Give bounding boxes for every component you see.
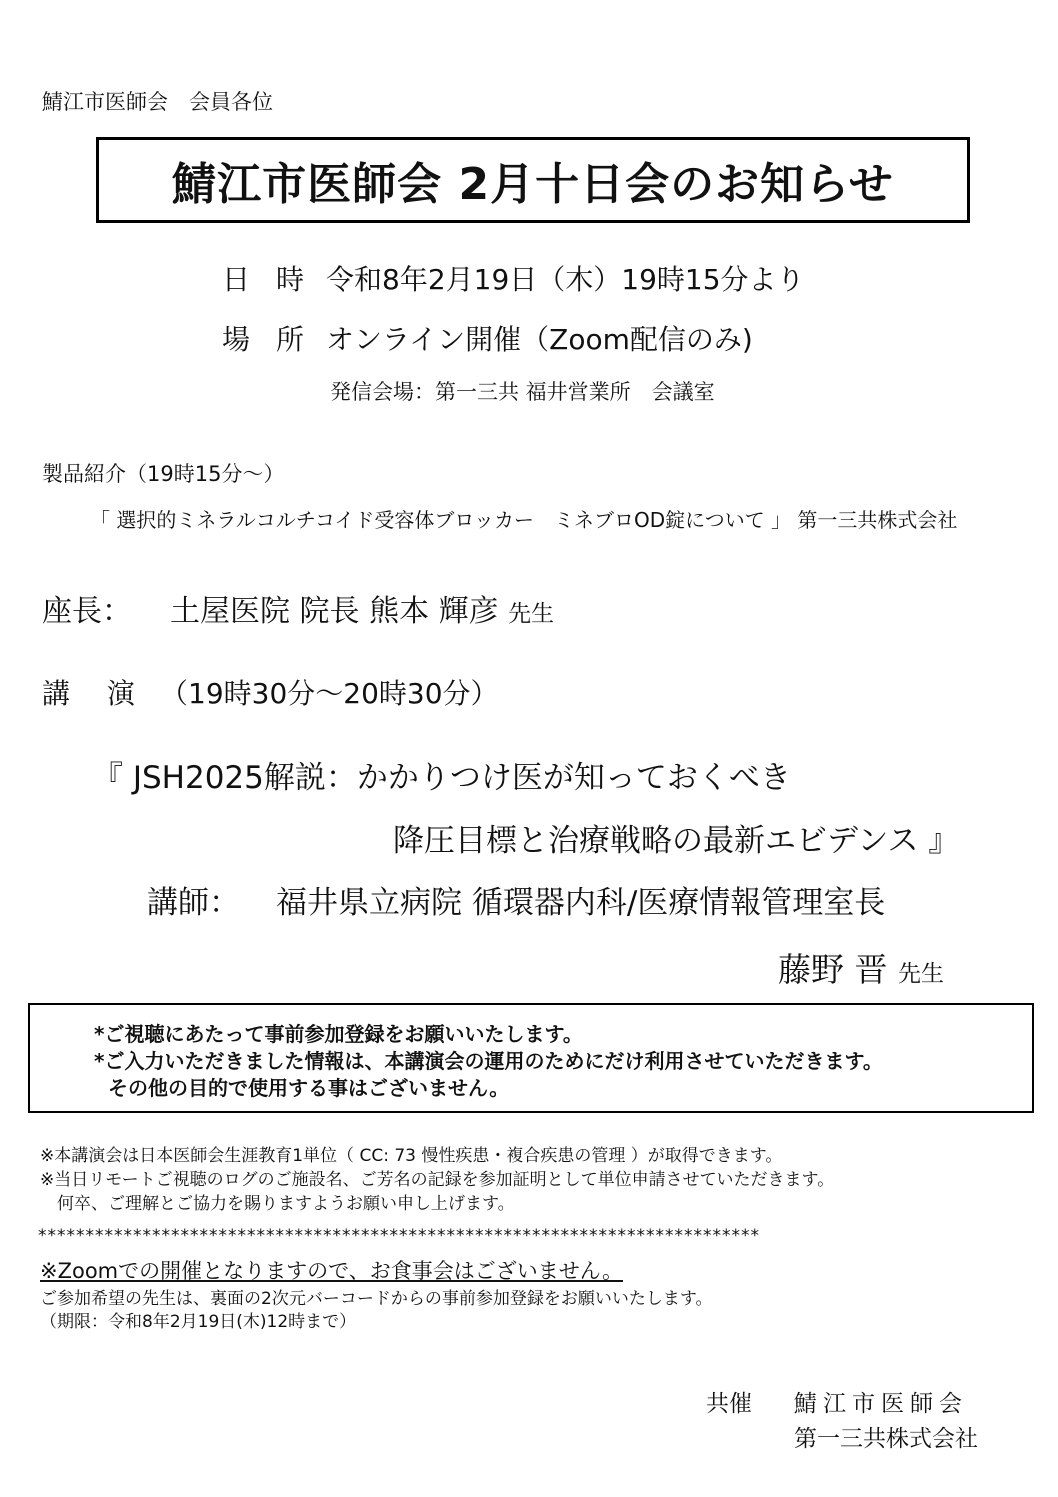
sponsors (706, 1387, 978, 1457)
sponsor-label: 共催 (706, 1391, 752, 1417)
datetime-label: 日時 (222, 263, 331, 296)
lecture-time: （19時30分～20時30分） (160, 677, 499, 710)
registration-note: *ご入力いただきました情報は、本講演会の運用のためにだけ利用させていただきます。 (94, 1049, 883, 1073)
sponsor-org-2: 第一三共株式会社 (794, 1426, 978, 1452)
chair-name: 土屋医院 院長 熊本 輝彦 (170, 594, 499, 629)
chair-row (42, 586, 554, 630)
speaker-name-row (778, 944, 944, 991)
lecture-row (42, 672, 499, 712)
sponsor-org-1: 鯖江市医師会 (794, 1391, 968, 1417)
registration-info (40, 1288, 712, 1334)
credit-note: 何卒、ご理解とご協力を賜りますようお願い申し上げます。 (40, 1194, 515, 1214)
chair-label: 座長： (42, 594, 132, 629)
place-label: 場所 (222, 323, 331, 356)
page-title: 鯖江市医師会 2月十日会のお知らせ (172, 159, 894, 210)
registration-note: その他の目的で使用する事はございません。 (108, 1076, 510, 1100)
speaker-honorific: 先生 (898, 961, 944, 987)
chair-honorific: 先生 (508, 601, 555, 627)
credit-note: ※本講演会は日本医師会生涯教育1単位（ CC: 73 慢性疾患・複合疾患の管理 ）が取得できます。 (40, 1146, 783, 1166)
speaker-row (147, 877, 885, 922)
place-row (222, 318, 753, 358)
product-description: 「 選択的ミネラルコルチコイド受容体ブロッカー ミネブロOD錠について 」 第一三共株式会社 (90, 508, 958, 532)
lecture-label: 講 演 (42, 677, 149, 710)
separator: **************************************************************************** (38, 1226, 760, 1246)
credit-note: ※当日リモートご視聴のログのご施設名、ご芳名の記録を参加証明として単位申請させていただきます。 (40, 1170, 835, 1190)
registration-instruction: ご参加希望の先生は、裏面の2次元バーコードからの事前参加登録をお願いいたします。 (40, 1289, 713, 1309)
speaker-affiliation: 福井県立病院 循環器内科/医療情報管理室長 (276, 885, 886, 921)
venue: 発信会場：第一三共 福井営業所 会議室 (330, 380, 715, 404)
credit-notes (40, 1144, 834, 1216)
place-value: オンライン開催（Zoom配信のみ) (326, 323, 753, 356)
registration-note: *ご視聴にあたって事前参加登録をお願いいたします。 (94, 1022, 583, 1046)
lecture-title-line2: 降圧目標と治療戦略の最新エビデンス 』 (393, 823, 960, 859)
zoom-note: ※Zoomでの開催となりますので、お食事会はございません。 (40, 1259, 623, 1283)
datetime-row (222, 258, 805, 298)
product-heading: 製品紹介（19時15分～） (42, 462, 285, 486)
speaker-label: 講師： (147, 885, 240, 921)
title-box (96, 137, 970, 223)
registration-notes-box (28, 1003, 1034, 1113)
lecture-title-line1: 『 JSH2025解説：かかりつけ医が知っておくべき (92, 760, 791, 796)
deadline: （期限：令和8年2月19日(木)12時まで） (40, 1312, 357, 1332)
speaker-name: 藤野 晋 (778, 950, 888, 989)
datetime-value: 令和8年2月19日（木）19時15分より (326, 263, 805, 296)
addressee: 鯖江市医師会 会員各位 (42, 90, 273, 114)
